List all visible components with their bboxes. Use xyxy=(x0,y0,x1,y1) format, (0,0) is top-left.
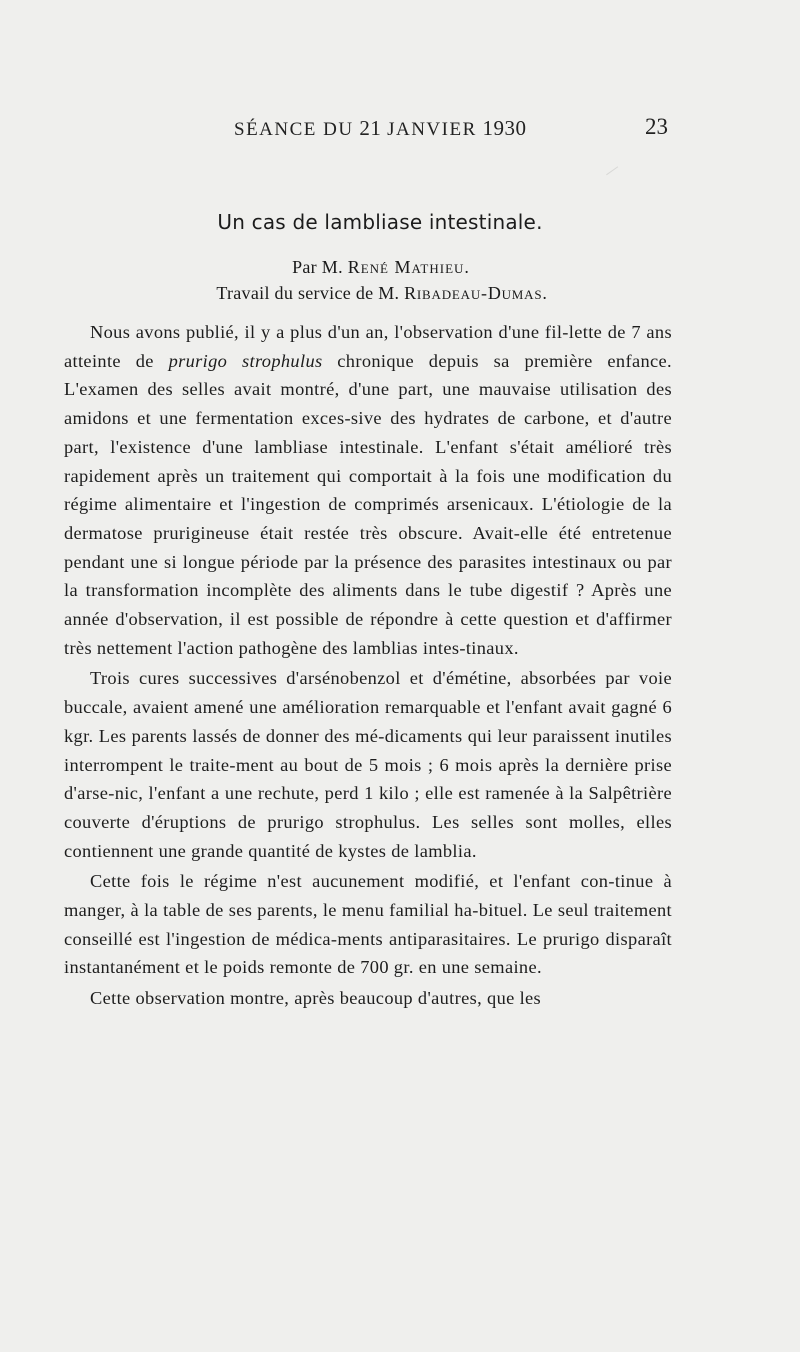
article-body xyxy=(64,318,672,1013)
article-title: Un cas de lambliase intestinale. xyxy=(217,210,543,234)
running-head-month: JANVIER xyxy=(387,119,477,140)
paragraph-3: Cette fois le régime n'est aucunement modifié, et l'enfant con-tinue à manger, à la table de ses parents, le menu familial ha-bituel. Le seul traitement conseillé est l'ingestion de médica-ments antiparasitaires. Le prurigo disparaît instantanément et le poids remonte de 700 gr. en une semaine. xyxy=(64,871,672,978)
running-head-year: 1930 xyxy=(482,116,527,140)
affiliation-line xyxy=(0,283,764,304)
paragraph-4: Cette observation montre, après beaucoup d'autres, que les xyxy=(90,988,542,1009)
page-number: 23 xyxy=(645,114,668,139)
running-head-label: SÉANCE DU xyxy=(234,119,354,140)
paragraph-1-text-a: Nous avons publié, il y a plus d'un an, l'observation d'une fil-lette de 7 ans atteinte de xyxy=(64,322,672,371)
paragraph-1-text-b: chronique depuis sa première enfance. L'examen des selles avait montré, d'une part, une mauvaise utilisation des amidons et une fermentation exces-sive des hydrates de carbone, et d'autre part, l'existence d'une lambliase intestinale. L'enfant s'était amélioré très rapidement après un traitement qui comportait à la fois une modification du régime alimentaire et l'ingestion de comprimés arsenicaux. L'étiologie de la dermatose prurigineuse était restée très obscure. Avait-elle été entretenue pendant une si longue période par la présence des parasites intestinaux ou par la transformation incomplète des aliments dans le tube digestif ? Après une année d'observation, il est possible de répondre à cette question et d'affirmer très nettement l'action pathogène des lamblias intes-tinaux. xyxy=(64,350,672,658)
author-line xyxy=(0,257,762,278)
running-head-day: 21 xyxy=(359,116,382,140)
paragraph-1-italic: prurigo strophulus xyxy=(168,350,323,371)
affiliation-name: Ribadeau-Dumas. xyxy=(404,283,548,303)
affiliation-prefix: Travail du service de M. xyxy=(216,283,400,303)
running-head xyxy=(234,116,527,141)
paragraph-2: Trois cures successives d'arsénobenzol et d'émétine, absorbées par voie buccale, avaient amené une amélioration remarquable et l'enfant avait gagné 6 kgr. Les parents lassés de donner des mé-dicaments qui leur paraissent inutiles interrompent le traite-ment au bout de 5 mois ; 6 mois après la dernière prise d'arse-nic, l'enfant a une rechute, perd 1 kilo ; elle est ramenée à la Salpêtrière couverte d'éruptions de prurigo strophulus. Les selles sont molles, elles contiennent une grande quantité de kystes de lamblia. xyxy=(64,668,672,861)
stray-mark xyxy=(606,166,620,177)
paragraph-1 xyxy=(64,318,672,662)
author-prefix: Par M. xyxy=(292,257,343,277)
author-name: René Mathieu. xyxy=(347,257,470,277)
